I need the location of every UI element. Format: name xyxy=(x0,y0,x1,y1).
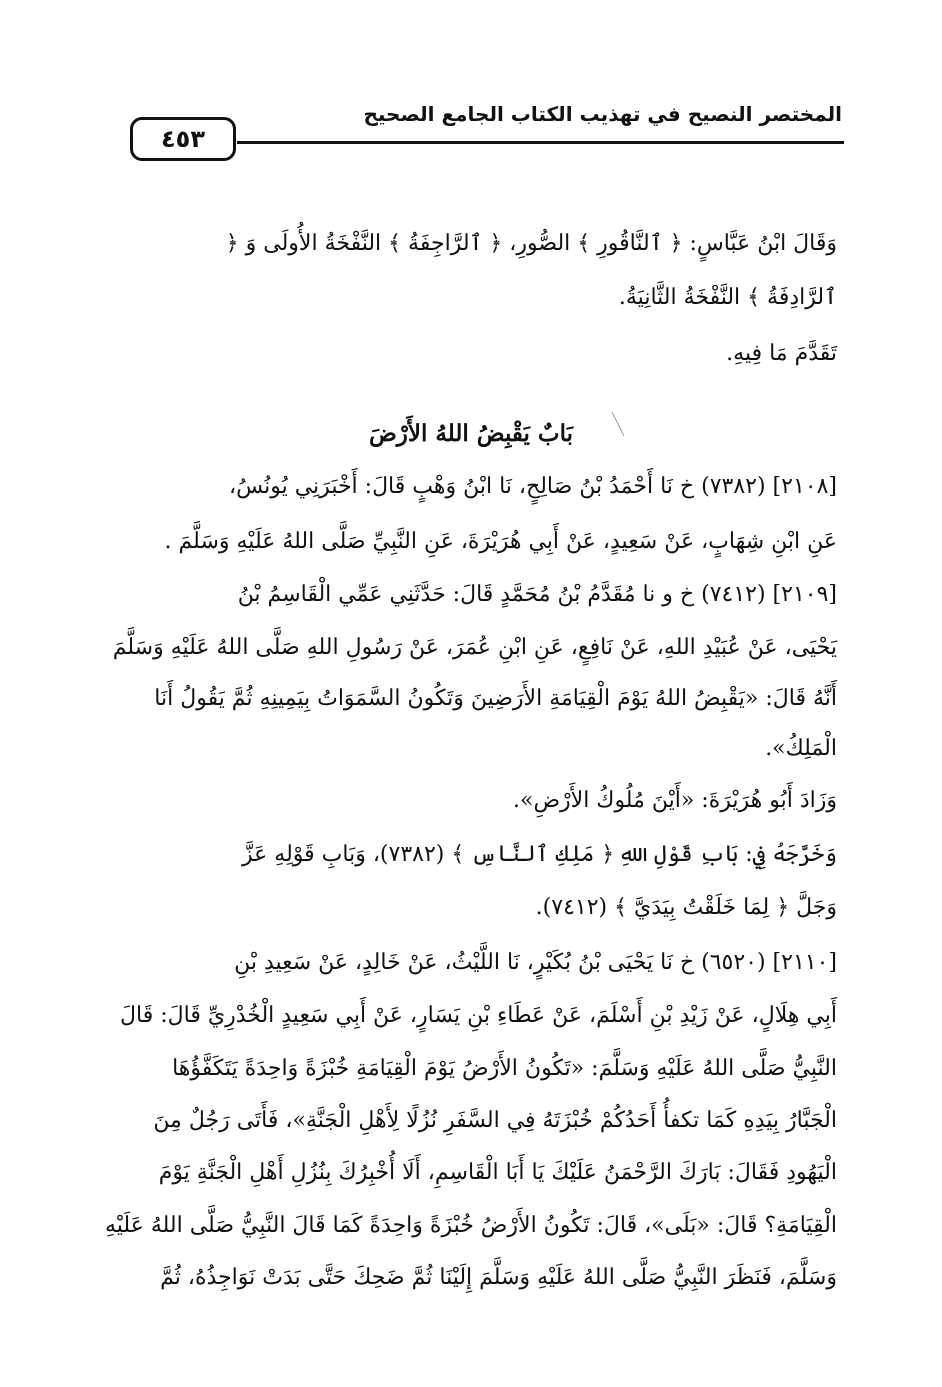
text-line: وَخَرَّجَهُ فِي: بَابِ قَوْلِ اللهِ ﴿ مَلِكِ ٱلنَّاسِ ﴾ (٧٣٨٢)، وَبَابِ قَوْلِهِ عَزَّ xyxy=(242,842,837,867)
text-line: وَجَلَّ ﴿ لِمَا خَلَقْتُ بِيَدَيَّ ﴾ (٧٤١٢). xyxy=(535,895,837,920)
text-line: أَبِي هِلَالٍ، عَنْ زَيْدِ بْنِ أَسْلَمَ، عَنْ عَطَاءِ بْنِ يَسَارٍ، عَنْ أَبِي سَعِيدٍ الْخُدْرِيِّ قَالَ: قَالَ xyxy=(120,1003,837,1028)
text-line: الْمَلِكُ». xyxy=(765,736,837,761)
text-line: أَنَّهُ قَالَ: «يَقْبِضُ اللهُ يَوْمَ الْقِيَامَةِ الأَرَضِينَ وَتَكُونُ السَّمَوَاتُ بِيَمِينِهِ ثُمَّ يَقُولُ أَنَا xyxy=(154,686,837,711)
text-line: عَنِ ابْنِ شِهَابٍ، عَنْ سَعِيدٍ، عَنْ أَبِي هُرَيْرَةَ، عَنِ النَّبِيِّ صَلَّى اللهُ عَلَيْهِ وَسَلَّمَ . xyxy=(164,529,837,554)
text-line: ٱلرَّادِفَةُ ﴾ النَّفْخَةُ الثَّانِيَةُ. xyxy=(618,285,837,310)
text-line: الْجَبَّارُ بِيَدِهِ كَمَا تكفأُ أَحَدُكُمْ خُبْزَتَهُ فِي السَّفَرِ نُزُلًا لِأَهْلِ الْجَنَّةِ»، فَأَتَى رَجُلٌ مِنَ xyxy=(153,1108,837,1133)
text-line: تَقَدَّمَ مَا فِيهِ. xyxy=(726,341,837,366)
text-line: وَسَلَّمَ، فَنَظَرَ النَّبِيُّ صَلَّى اللهُ عَلَيْهِ وَسَلَّمَ إِلَيْنَا ثُمَّ ضَحِكَ حَتَّى بَدَتْ نَوَاجِذُهُ، ثُمَّ xyxy=(160,1265,837,1290)
text-line: النَّبِيُّ صَلَّى اللهُ عَلَيْهِ وَسَلَّمَ: «تَكُونُ الأَرْضُ يَوْمَ الْقِيَامَةِ خُبْزَةً وَاحِدَةً يَتَكَفَّؤُهَا xyxy=(172,1056,837,1081)
text-line: [٢١١٠] (٦٥٢٠) خ نَا يَحْيَى بْنُ بُكَيْرٍ، نَا اللَّيْثُ، عَنْ خَالِدٍ، عَنْ سَعِيدِ بْنِ xyxy=(234,950,837,975)
text-line: الْقِيَامَةِ؟ قَالَ: «بَلَى»، قَالَ: تَكُونُ الأَرْضُ خُبْزَةً وَاحِدَةً كَمَا قَالَ النَّبِيُّ صَلَّى اللهُ عَلَيْهِ xyxy=(104,1213,837,1238)
running-title: المختصر النصيح في تهذيب الكتاب الجامع الصحيح xyxy=(363,102,842,126)
chapter-heading: بَابٌ يَقْبِضُ اللهُ الأَرْضَ xyxy=(368,420,573,447)
text-line: وَقَالَ ابْنُ عَبَّاسٍ: ﴿ ٱلنَّاقُورِ ﴾ الصُّورِ، ﴿ ٱلرَّاجِفَةُ ﴾ النَّفْخَةُ الأُولَى وَ ﴿ xyxy=(225,231,837,256)
text-line: [٢١٠٨] (٧٣٨٢) خ نَا أَحْمَدُ بْنُ صَالِحٍ، نَا ابْنُ وَهْبٍ قَالَ: أَخْبَرَنِي يُونُسُ، xyxy=(228,474,837,499)
text-line: وَزَادَ أَبُو هُرَيْرَةَ: «أَيْنَ مُلُوكُ الأَرْضِ». xyxy=(512,788,837,813)
text-line: الْيَهُودِ فَقَالَ: بَارَكَ الرَّحْمَنُ عَلَيْكَ يَا أَبَا الْقَاسِمِ، أَلَا أُخْبِرُكَ بِنُزُلِ أَهْلِ الْجَنَّةِ يَوْمَ xyxy=(158,1160,837,1185)
page-number: ٤٥٣ xyxy=(130,117,236,161)
header-rule xyxy=(237,141,844,144)
text-line: يَحْيَى، عَنْ عُبَيْدِ اللهِ، عَنْ نَافِعٍ، عَنِ ابْنِ عُمَرَ، عَنْ رَسُولِ اللهِ صَلَّى اللهُ عَلَيْهِ وَسَلَّمَ xyxy=(112,635,837,660)
text-line: [٢١٠٩] (٧٤١٢) خ و نا مُقَدَّمُ بْنُ مُحَمَّدٍ قَالَ: حَدَّثَنِي عَمِّي الْقَاسِمُ بْنُ xyxy=(237,582,837,607)
